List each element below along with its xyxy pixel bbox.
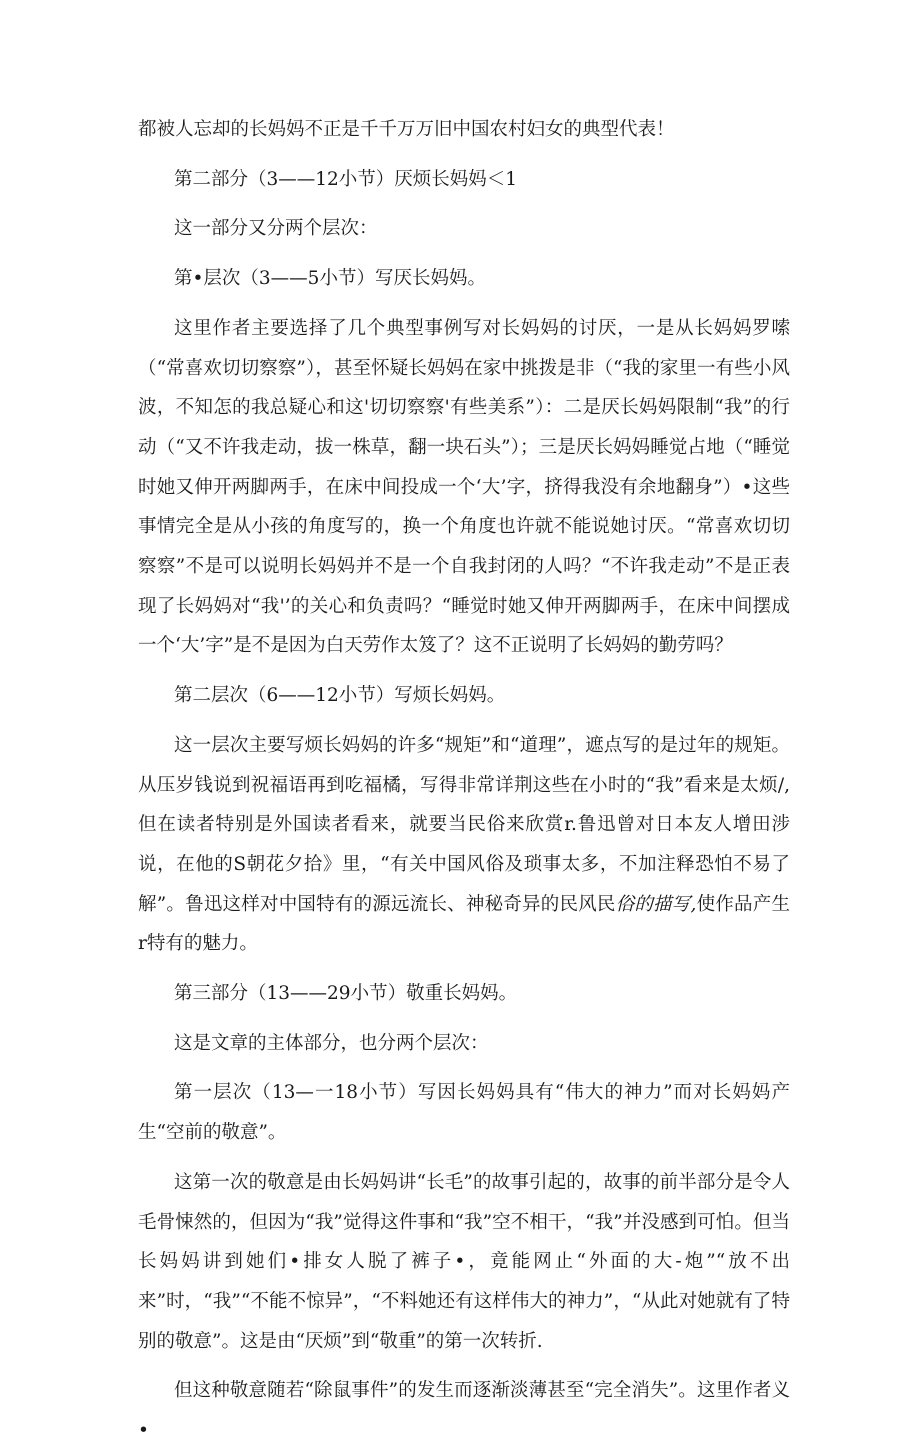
- subsection-heading-level-2: 第二层次（6——12小节）写烦长妈妈。: [174, 685, 506, 707]
- paragraph-7-italic-text: 俗的描写,: [615, 893, 697, 915]
- paragraph-7-text-before: 这一层次主要写烦长妈妈的许多“规矩”和“道理”，遮点写的是过年的规矩。从压岁钱说到祝福语再到吃福橘，写得非常详荆这些在小时的“我”看来是太烦/,但在读者特别是外国读者看来，就要当民俗来欣赏r.鲁迅曾对日本友人增田涉说，在他的S朝花夕拾》里，“有关中国风俗及琐事太多，不加注释恐怕不易了解”。鲁迅这样对中国特有的源远流长、神秘奇异的民风民: [138, 734, 790, 915]
- section-heading-part-3: 第三部分（13——29小节）敬重长妈妈。: [174, 983, 518, 1005]
- paragraph-9: 这是文章的主体部分，也分两个层次：: [174, 1032, 489, 1054]
- section-heading-part-2: 第二部分（3——12小节）厌烦长妈妈＜1: [174, 168, 518, 190]
- paragraph-5: 这里作者主要选择了几个典型事例写对长妈妈的讨厌，一是从长妈妈罗嗦（“常喜欢切切察察”），甚至怀疑长妈妈在家中挑拨是非（“我的家里一有些小风波，不知怎的我总疑心和这'切切察察'有些美系”）：二是厌长妈妈限制“我”的行动（“又不许我走动，拔一株草，翻一块石头”）；三是厌长妈妈睡觉占地（“睡觉时她又伸开两脚两手，在床中间投成一个‘大’字，挤得我没有余地翻身”）•这些事情完全是从小孩的角度写的，换一个角度也许就不能说她讨厌。“常喜欢切切察察”不是可以说明长妈妈并不是一个自我封闭的人吗？“不许我走动”不是正表现了长妈妈对“我'’的关心和负责吗？“睡觉时她又伸开两脚两手，在床中间摆成一个‘大’字”是不是因为白天劳作太笈了？这不正说明了长妈妈的勤劳吗？: [138, 317, 790, 657]
- paragraph-7-text-after: 使作品产生r特有的魅力。: [138, 893, 790, 955]
- subsection-heading-part-3-level-1: 第一层次（13—一18小节）写因长妈妈具有“伟大的神力”而对长妈妈产生“空前的敬意”。: [138, 1082, 790, 1144]
- paragraph-1: 都被人忘却的长妈妈不正是千千万万旧中国农村妇女的典型代表！: [138, 119, 675, 140]
- paragraph-11: 这第一次的敬意是由长妈妈讲“长毛”的故事引起的，故事的前半部分是令人毛骨悚然的，但因为“我”觉得这件事和“我”空不相干，“我”并没感到可怕。但当长妈妈讲到她们•排女人脱了裤子•，竟能网止“外面的大-炮”“放不出来”时，“我”“不能不惊异”，“不料她还有这样伟大的神力”，“从此对她就有了特别的敬意”。这是由“厌烦”到“敬重”的第一次转折.: [138, 1171, 790, 1352]
- paragraph-3: 这一部分又分两个层次：: [174, 218, 378, 240]
- paragraph-7: [138, 726, 790, 964]
- paragraph-12: 但这种敬意随若“除鼠事件”的发生而逐渐淡薄甚至“完全消失”。这里作者义•: [138, 1380, 790, 1442]
- subsection-heading-level-1: 第•层次（3——5小节）写厌长妈妈。: [174, 268, 486, 290]
